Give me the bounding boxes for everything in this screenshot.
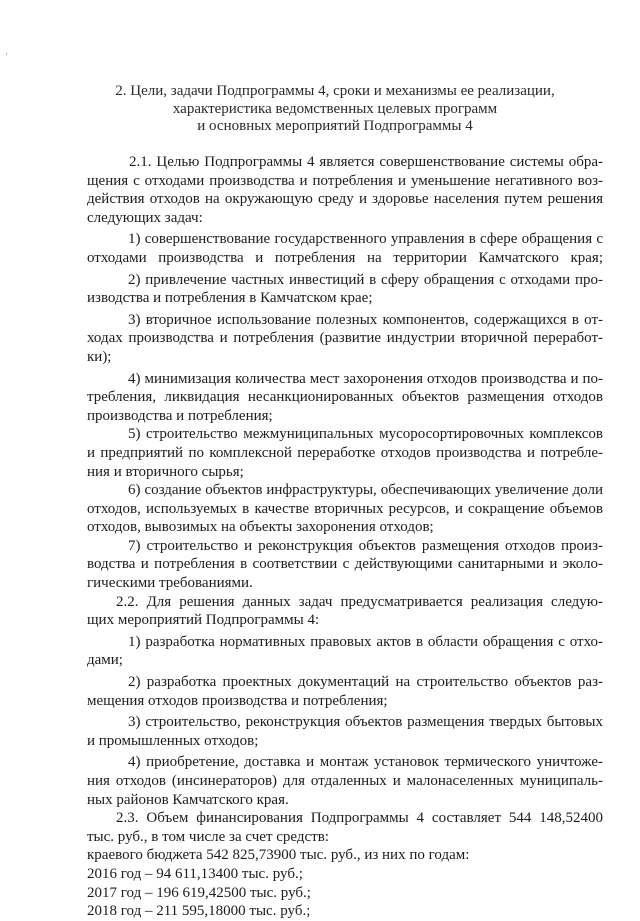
text-line: и промышленных отходов; bbox=[87, 732, 259, 749]
section-heading bbox=[90, 83, 580, 136]
text-line: 4) приобретение, доставка и монтаж установок термического уничтоже- bbox=[128, 754, 603, 771]
text-line: 2.1. Целью Подпрограммы 4 является совершенствование системы обра- bbox=[129, 154, 603, 170]
text-line: 6) создание объектов инфраструктуры, обеспечивающих увеличение доли bbox=[128, 482, 603, 499]
text-line: отходами производства и потребления на территории Камчатского края; bbox=[87, 249, 603, 266]
text-line: требления, ликвидация несанкционированных объектов размещения отходов bbox=[87, 389, 603, 406]
text-line: 7) строительство и реконструкция объектов размещения отходов произ- bbox=[128, 537, 603, 554]
text-line: ных районов Камчатского края. bbox=[87, 791, 289, 808]
text-line: ходах производства и потребления (развитие индустрии вторичной переработ- bbox=[87, 330, 603, 347]
text-line: 4) минимизация количества мест захоронения отходов производства и по- bbox=[128, 370, 603, 387]
text-line: 1) разработка нормативных правовых актов в области обращения с отхо- bbox=[128, 633, 603, 650]
text-line: отходов, вывозимых на объекты захоронения отходов; bbox=[87, 519, 434, 536]
text-line: изводства и потребления в Камчатском крае; bbox=[87, 290, 373, 307]
text-line: следующих задач: bbox=[87, 209, 203, 226]
text-line: 3) строительство, реконструкция объектов размещения твердых бытовых bbox=[128, 714, 603, 731]
text-line: ния и вторичного сырья; bbox=[87, 463, 244, 480]
heading-line: и основных мероприятий Подпрограммы 4 bbox=[197, 118, 473, 134]
scan-mark: · bbox=[5, 49, 8, 59]
text-line: 2) разработка проектных документаций на строительство объектов раз- bbox=[128, 674, 603, 691]
text-line: водства и потребления в соответствии с действующими санитарными и эколо- bbox=[87, 556, 603, 573]
text-line: гическими требованиями. bbox=[87, 575, 253, 592]
text-line: действия отходов на окружающую среду и здоровье населения путем решения bbox=[87, 191, 603, 208]
text-line: и предприятий по комплексной переработке отходов производства и потребле- bbox=[87, 444, 603, 461]
text-line: 2) привлечение частных инвестиций в сферу обращения с отходами про- bbox=[128, 271, 603, 288]
text-line: 2.2. Для решения данных задач предусматривается реализация следую- bbox=[116, 593, 603, 610]
text-line: ки); bbox=[87, 348, 112, 365]
heading-line: характеристика ведомственных целевых программ bbox=[172, 100, 498, 117]
text-line: 2017 год – 196 619,42500 тыс. руб.; bbox=[87, 884, 311, 901]
text-line: мещения отходов производства и потребления; bbox=[87, 692, 388, 709]
text-line: 3) вторичное использование полезных компонентов, содержащихся в от- bbox=[128, 311, 603, 328]
text-line: ния отходов (инсинераторов) для отдаленных и малонаселенных муниципаль- bbox=[87, 773, 603, 789]
heading-line: 2. Цели, задачи Подпрограммы 4, сроки и механизмы ее реализации, bbox=[115, 83, 555, 99]
text-line: 2016 год – 94 611,13400 тыс. руб.; bbox=[87, 865, 303, 882]
document-body bbox=[0, 153, 640, 921]
text-line: щих мероприятий Подпрограммы 4: bbox=[87, 612, 320, 629]
text-line: производства и потребления; bbox=[87, 407, 273, 424]
text-line: 2.3. Объем финансирования Подпрограммы 4 составляет 544 148,52400 bbox=[116, 810, 603, 827]
text-line: 1) совершенствование государственного управления в сфере обращения с bbox=[128, 231, 603, 248]
text-line: отходов, используемых в качестве вторичных ресурсов, и сокращение объемов bbox=[87, 500, 603, 517]
text-line: щения с отходами производства и потребления и уменьшение негативного воз- bbox=[87, 172, 603, 189]
text-line: краевого бюджета 542 825,73900 тыс. руб., из них по годам: bbox=[87, 847, 470, 864]
text-line: 5) строительство межмуниципальных мусоросортировочных комплексов bbox=[128, 426, 603, 443]
text-line: тыс. руб., в том числе за счет средств: bbox=[87, 828, 329, 845]
text-line: 2018 год – 211 595,18000 тыс. руб.; bbox=[87, 903, 311, 920]
text-line: дами; bbox=[87, 652, 123, 669]
